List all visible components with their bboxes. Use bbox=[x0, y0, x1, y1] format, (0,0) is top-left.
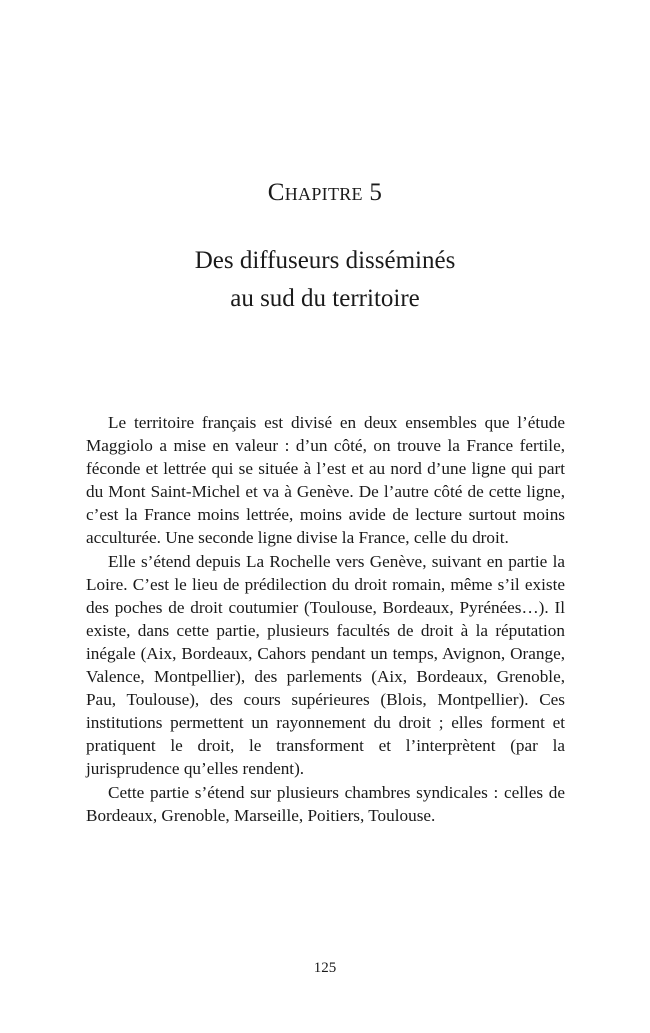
page-number: 125 bbox=[313, 960, 337, 976]
body-text bbox=[86, 411, 565, 827]
chapter-label: Chapitre 5 bbox=[267, 179, 383, 206]
paragraph-1: Le territoire français est divisé en deux ensembles que l’étude Maggiolo a mise en valeur : d’un côté, on trouve la France fertile, féconde et lettrée qui se située à l’est et au nord d’une ligne qui part du Mont Saint-Michel et va à Genève. De l’autre côté de cette ligne, c’est la France moins lettrée, moins avide de lecture surtout moins acculturée. Une seconde ligne divise la France, celle du droit. bbox=[86, 413, 565, 548]
chapter-title-line-2: au sud du territoire bbox=[230, 285, 420, 312]
chapter-title-line-1: Des diffuseurs disséminés bbox=[194, 247, 456, 274]
paragraph-3: Cette partie s’étend sur plusieurs chambres syndicales : celles de Bordeaux, Grenoble, Marseille, Poitiers, Toulouse. bbox=[86, 782, 565, 825]
chapter-title bbox=[0, 242, 650, 318]
paragraph-2: Elle s’étend depuis La Rochelle vers Genève, suivant en partie la Loire. C’est le lieu de prédilection du droit romain, même s’il existe des poches de droit coutumier (Toulouse, Bordeaux, Pyrénées…). Il existe, dans cette partie, plusieurs facultés de droit à la réputation inégale (Aix, Bordeaux, Cahors pendant un temps, Avignon, Orange, Valence, Montpellier), des parlements (Aix, Bordeaux, Grenoble, Pau, Toulouse), des cours supérieures (Blois, Montpellier). Ces institutions permettent un rayonnement du droit ; elles forment et pratiquent le droit, le transforment et l’interprètent (par la jurisprudence qu’elles rendent). bbox=[86, 551, 565, 779]
